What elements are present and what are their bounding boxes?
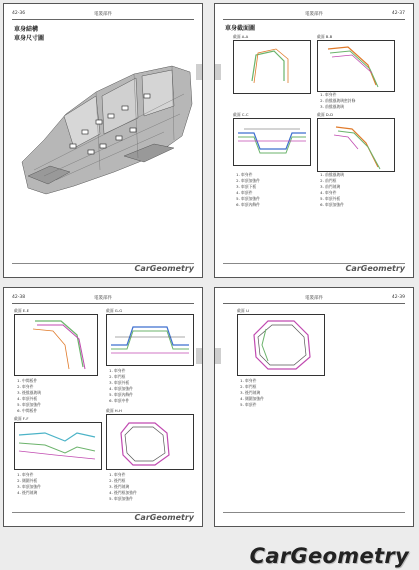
page-top-right <box>214 3 414 278</box>
list-item: 1. 前擋風玻璃 <box>325 172 344 178</box>
footer-rule <box>223 512 405 513</box>
list-item: 5. 車頂加強件 <box>241 196 260 202</box>
page-header <box>12 294 194 304</box>
list-b <box>317 92 355 110</box>
section-label-a: 截面 A-A <box>233 34 249 39</box>
list-item: 3. 後門玻璃 <box>245 390 264 396</box>
page-edge-tab <box>215 348 221 364</box>
diagram-a <box>233 40 311 94</box>
list-item: 6. 車頂加強件 <box>325 202 344 208</box>
list-item: 4. 車頂加強件 <box>114 386 133 392</box>
page-bottom-left <box>3 287 203 527</box>
page-header <box>223 294 405 304</box>
section-label-e: 截面 E-E <box>14 308 29 313</box>
footer-logo: CarGeometry <box>134 264 194 273</box>
list-item: 1. 車身件 <box>114 368 133 374</box>
list-item: 3. 車頂下板 <box>241 184 260 190</box>
list-item: 5. 車頂加強件 <box>114 496 137 502</box>
section-title: 車身結構 <box>14 26 39 33</box>
page-header <box>223 10 405 20</box>
section-label-h: 截面 H-H <box>106 408 122 413</box>
header-title: 電裝部件 <box>305 12 323 17</box>
list-item: 4. 後門玻璃 <box>22 490 41 496</box>
page-number: 42-39 <box>391 295 405 300</box>
footer-logo: CarGeometry <box>134 513 194 522</box>
list-i <box>237 378 264 408</box>
list-item: 6. 車頂中件 <box>114 398 133 404</box>
list-item: 4. 後門框加強件 <box>114 490 137 496</box>
list-item: 1. 車身件 <box>114 472 137 478</box>
footer-logo: CarGeometry <box>345 264 405 273</box>
page-bottom-right <box>214 287 414 527</box>
section-subtitle: 車身尺寸圖 <box>14 35 45 42</box>
list-item: 3. 後門玻璃 <box>114 484 137 490</box>
list-item: 1. 車身件 <box>241 172 260 178</box>
diagram-g <box>106 314 194 366</box>
section-label-d: 截面 D-D <box>317 112 334 117</box>
list-item: 2. 車身件 <box>22 384 41 390</box>
list-e <box>14 378 41 414</box>
section-label-f: 截面 F-F <box>14 416 29 421</box>
section-title: 車身截面圖 <box>225 25 256 32</box>
list-item: 5. 車頂件 <box>245 402 264 408</box>
list-item: 3. 車頂加強件 <box>22 484 41 490</box>
page-top-left <box>3 3 203 278</box>
page-number: 42-38 <box>12 295 26 300</box>
list-item: 2. 側圍外板 <box>22 478 41 484</box>
list-item: 6. 中間板件 <box>22 408 41 414</box>
list-item: 4. 車頂外板 <box>22 396 41 402</box>
section-label-i: 截面 I-I <box>237 308 250 313</box>
header-title: 電裝部件 <box>305 296 323 301</box>
list-item: 4. 車身件 <box>325 190 344 196</box>
list-item: 5. 車頂加強件 <box>22 402 41 408</box>
diagram-f <box>14 422 102 470</box>
list-item: 3. 前門玻璃 <box>325 184 344 190</box>
diagram-i <box>237 314 325 376</box>
list-item: 3. 後擋風玻璃 <box>22 390 41 396</box>
page-number: 42-36 <box>12 11 26 16</box>
list-item: 2. 車門框 <box>114 374 133 380</box>
diagram-h <box>106 414 194 470</box>
section-label-b: 截面 B-B <box>317 34 333 39</box>
header-title: 電裝部件 <box>94 12 112 17</box>
list-h <box>106 472 137 502</box>
brand-logo: CarGeometry <box>249 544 409 568</box>
diagram-d <box>317 118 395 172</box>
list-item: 2. 車門框 <box>245 384 264 390</box>
list-item: 2. 車頂加強件 <box>241 178 260 184</box>
diagram-e <box>14 314 98 376</box>
list-item: 1. 車身件 <box>245 378 264 384</box>
list-c <box>233 172 260 208</box>
list-d <box>317 172 344 208</box>
list-item: 1. 車身件 <box>22 472 41 478</box>
list-f <box>14 472 41 496</box>
list-item: 3. 前擋風玻璃 <box>325 104 355 110</box>
section-label-g: 截面 G-G <box>106 308 123 313</box>
diagram-c <box>233 118 311 166</box>
list-item: 5. 車頂內飾件 <box>114 392 133 398</box>
list-item: 3. 車頂外板 <box>114 380 133 386</box>
page-edge-tab <box>215 64 221 80</box>
list-item: 4. 側圍加強件 <box>245 396 264 402</box>
page-edge-tab <box>196 348 202 364</box>
list-item: 1. 中間板件 <box>22 378 41 384</box>
page-header <box>12 10 194 20</box>
list-item: 4. 車頂件 <box>241 190 260 196</box>
list-item: 5. 車頂外板 <box>325 196 344 202</box>
list-item: 6. 車頂內飾件 <box>241 202 260 208</box>
section-label-c: 截面 C-C <box>233 112 249 117</box>
header-title: 電裝部件 <box>94 296 112 301</box>
list-item: 2. 前門框 <box>325 178 344 184</box>
list-g <box>106 368 133 404</box>
page-number: 42-37 <box>391 11 405 16</box>
car-body-illustration <box>4 44 203 244</box>
list-item: 2. 後門框 <box>114 478 137 484</box>
list-item: 2. 前擋風玻璃密封條 <box>325 98 355 104</box>
diagram-b <box>317 40 395 92</box>
list-item: 1. 車身件 <box>325 92 355 98</box>
page-edge-tab <box>196 64 202 80</box>
